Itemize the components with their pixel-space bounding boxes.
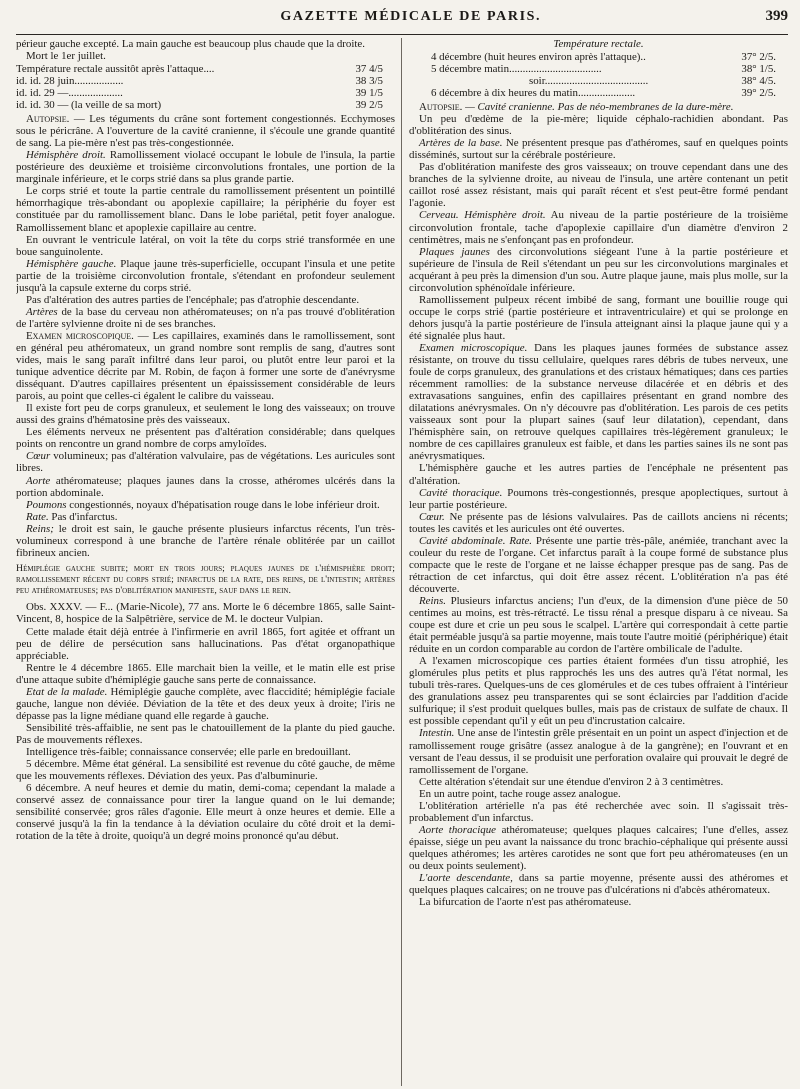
table-row (16, 63, 395, 75)
paragraph (409, 824, 788, 872)
section-label: Cœur. (419, 510, 445, 523)
paragraph (409, 487, 788, 511)
paragraph-text: — Les téguments du crâne sont fortement congestionnés. Ecchymoses sous le péricrâne. A l'ouverture de la cavité cranienne, il s'écoule une grande quantité de sang. La pie-mère n'est pas très-congestionnée. (16, 113, 395, 150)
temperature-title: Température rectale. (553, 38, 644, 50)
temp-value: 37° 2/5. (741, 51, 776, 64)
paragraph-text: Poumons très-congestionnés, presque apoplectiques, surtout à leur partie postérieure. (409, 486, 788, 511)
temp-value: 38° 4/5. (741, 75, 776, 88)
paragraph-text: dans sa partie moyenne, présente aussi des athéromes et quelques plaques calcaires; on ne trouve pas d'ulcérations ni d'abcès athéromateux. (409, 872, 788, 897)
paragraph: Le corps strié et toute la partie centrale du ramollissement présentent un pointillé hémorrhagique très-abondant ou apoplexie capillaire; la périphérie du foyer est constituée par du ramollissement blanc. Dans le lobe pariétal, petit foyer analogue. Ramollissement blanc et apoplexie capillaire au centre. (16, 185, 395, 234)
table-row (16, 99, 395, 111)
section-label: Reins; (26, 522, 54, 535)
table-row (409, 63, 788, 75)
paragraph: Sensibilité très-affaiblie, ne sent pas le chatouillement de la plante du pied gauche. Pas de mouvements réflexes. (16, 721, 395, 746)
paragraph (409, 535, 788, 595)
temp-value: 39 2/5 (355, 99, 383, 112)
paragraph-text: des circonvolutions siégeant l'une à la partie postérieure et supérieure de l'insula de Reil s'étendant un peu sur les circonvolutions marginales et acquérant à peu près la dimension d'un sou. Autre plaque jaune, mais plus molle, sur la circonvolution sphénoïdale inférieure. (409, 245, 788, 294)
section-label: Aorte (26, 474, 51, 487)
table-row (409, 51, 788, 63)
paragraph (409, 101, 788, 113)
paragraph-text: Hémiplégie gauche complète, avec flaccidité; hémiplégie faciale gauche, langue non déviée. Déviation de la tête et des deux yeux à droite; l'iris ne dépasse pas la ligne médiane quand elle regarde à gauche. (16, 685, 395, 722)
page-header (16, 8, 788, 35)
section-label: Cœur (26, 450, 51, 463)
temp-label: id. id. 30 — (la veille de sa mort) (16, 99, 162, 112)
section-label: Autopsie. (26, 113, 70, 126)
paragraph: 6 décembre. A neuf heures et demie du matin, demi-coma; cependant la malade a conservé assez de connaissance pour tirer la langue quand on le lui demande; sensibilité conservée; gros râles d'agonie. Elle meurt à onze heures et demie. Elle a conservé jusqu'à la fin la tendance à la déviation oculaire du côté droit et la demi-rotation de la tête à droite, quoiqu'à un degré moins prononcé qu'au début. (16, 782, 395, 843)
paragraph: L'hémisphère gauche et les autres parties de l'encéphale ne présentent pas d'altération. (409, 462, 788, 487)
section-label: Autopsie. (419, 101, 463, 114)
journal-title: GAZETTE MÉDICALE DE PARIS. (280, 9, 542, 24)
table-row (16, 87, 395, 99)
paragraph: Pas d'oblitération manifeste des gros vaisseaux; on trouve cependant dans une des branches de la sylvienne droite, au niveau de l'insula, une artère contenant un petit caillot rosé assez résistant, mais qui paraît récent et s'est peut-être formé pendant l'agonie. (409, 161, 788, 210)
section-label: Etat de la malade. (26, 685, 108, 698)
paragraph (409, 209, 788, 245)
section-label: Cavité thoracique. (419, 486, 503, 499)
temp-label: id. id. 28 juin.................. (16, 75, 124, 88)
section-label: Examen microscopique. (419, 341, 528, 354)
paragraph (16, 450, 395, 474)
temp-label: Température rectale aussitôt après l'attaque.... (16, 63, 215, 76)
paragraph (409, 511, 788, 535)
paragraph-text: Au niveau de la partie postérieure de la troisième circonvolution frontale, tache d'apoplexie capillaire d'un diamètre d'environ 2 centimètres, mais ne s'enfonçant pas en profondeur. (409, 209, 788, 246)
paragraph-text: athéromateuse; quelques plaques calcaires; l'une d'elles, assez épaisse, siége un peu avant la naissance du tronc brachio-céphalique qui présente aussi quelques athéromes; les artères carotides ne sont que fort peu athéromateuses (en un ou deux points seulement). (409, 823, 788, 872)
table-row (16, 75, 395, 87)
observation-summary: Hémiplégie gauche subite; mort en trois jours; plaques jaunes de l'hémisphère droit; ramollissement récent du corps strié; infarctus de la rate, des reins, de l'intestin; artères peu athéromateuses; pas d'oblitération manifeste, sauf dans le rein. (16, 562, 395, 597)
paragraph-text: le droit est sain, le gauche présente plusieurs infarctus récents, l'un très-volumineux correspond à une branche de l'artère rénale oblitérée par un caillot fibrineux ancien. (16, 522, 395, 559)
paragraph: 5 décembre. Même état général. La sensibilité est revenue du côté gauche, de même que les mouvements réflexes. Déviation des yeux. Pas d'albuminurie. (16, 758, 395, 783)
temperature-table (16, 63, 395, 111)
paragraph-text: athéromateuse; plaques jaunes dans la crosse, athéromes ulcérés dans la portion abdominale. (16, 474, 395, 499)
paragraph: Ramollissement pulpeux récent imbibé de sang, formant une bouillie rouge qui occupe le corps strié (partie postérieure et intraventriculaire) et qui se prolonge en dehors jusqu'à la partie postérieure de l'insula atteignant ainsi la plaque jaune qui y a été signalée plus haut. (409, 293, 788, 342)
paragraph: Il existe fort peu de corps granuleux, et seulement le long des vaisseaux; on trouve aussi des grains d'hématosine près des vaisseaux. (16, 402, 395, 427)
paragraph-text: Ne présentent presque pas d'athéromes, sauf en quelques points disséminés, surtout sur la cérébrale postérieure. (409, 137, 788, 162)
section-label: Aorte thoracique (419, 823, 496, 836)
temp-label: id. id. 29 —.................... (16, 87, 123, 100)
paragraph: périeur gauche excepté. La main gauche est beaucoup plus chaude que la droite. (16, 38, 365, 50)
observation-heading: Obs. XXXV. — F... (Marie-Nicole), 77 ans. Morte le 6 décembre 1865, salle Saint-Vincent, 8, hospice de la Salpêtrière, service de M. le docteur Vulpian. (16, 601, 395, 626)
temp-value: 38 3/5 (355, 75, 383, 88)
paragraph (409, 727, 788, 775)
paragraph-text: Dans les plaques jaunes formées de substance assez résistante, on trouve du tissu cellulaire, quelques rares débris de tubes nerveux, une foule de corps granuleux, des granulations et des cristaux hématiques; dans ces parties récemment ramollies: de la substance nerveuse dilacérée et en débris et des extravasations sanguines, enfin des capillaires présentant en grand nombre des dilatations anévrysmales. On n'y découvre pas d'oblitération. Les parois de ces petits vaisseaux sont pour la plupart saines (sauf leur dilatation), cependant, dans l'hémisphère sain, on retrouve quelques capillaires très-légèrement granuleux; le nombre de ces capillaires granuleux est faible, et dans les parties saines ils ne sont pas anévrysmatiques. (409, 341, 788, 463)
temp-label: 6 décembre à dix heures du matin..................... (431, 87, 636, 100)
temp-value: 37 4/5 (355, 63, 383, 76)
paragraph (409, 342, 788, 462)
paragraph (16, 475, 395, 499)
paragraph (409, 137, 788, 161)
page-number: 399 (765, 8, 788, 24)
paragraph (409, 872, 788, 896)
paragraph: La bifurcation de l'aorte n'est pas athéromateuse. (419, 896, 632, 909)
paragraph-text: — Cavité cranienne. Pas de néo-membranes de la dure-mère. (462, 101, 734, 114)
paragraph: Les éléments nerveux ne présentent pas d'altération considérable; dans quelques points on rencontre un grand nombre de corps amyloïdes. (16, 426, 395, 451)
section-label: Hémisphère droit. (26, 149, 106, 162)
paragraph-text: Plaque jaune très-superficielle, occupant l'insula et une petite partie de la troisième circonvolution frontale, s'étendant en profondeur seulement jusqu'à la capsule externe du corps strié. (16, 257, 395, 294)
paragraph (16, 149, 395, 185)
paragraph-text: Une anse de l'intestin grêle présentait en un point un aspect d'injection et de ramollissement rouge grisâtre (assez analogue à de la gangrène); en l'ouvrant et en versant de l'eau dessus, il se produisit une perforation ovalaire qui prouvait le degré de ramollissement de l'organe. (409, 727, 788, 776)
section-label: Artères (26, 305, 58, 318)
table-row (409, 87, 788, 99)
paragraph (16, 113, 395, 149)
paragraph-text: Ne présente pas de lésions valvulaires. Pas de caillots anciens ni récents; toutes les cavités et les auricules ont été ouvertes. (409, 510, 788, 535)
paragraph (16, 330, 395, 402)
paragraph-text: — Les capillaires, examinés dans le ramollissement, sont en général peu athéromateux, un grand nombre sont remplis de sang, d'autres sont vides, mais le sang paraît infiltré dans leur paroi, ou plutôt entre leur paroi et la tunique adventice décrite par M. Robin, de façon à former une sorte de d'anévrysme disséquant. D'autres capillaires présentent un épaississement considérable de leurs parois, au point que celles-ci égalent le calibre du vaisseau. (16, 329, 395, 403)
section-label: Hémisphère gauche. (26, 257, 117, 270)
paragraph-text: congestionnés, noyaux d'hépatisation rouge dans le lobe inférieur droit. (66, 498, 380, 511)
columns (16, 38, 788, 1086)
section-label: Poumons (26, 498, 67, 511)
paragraph: Mort le 1er juillet. (26, 50, 106, 63)
section-label: Reins. (419, 594, 446, 607)
table-row (409, 75, 788, 87)
paragraph: L'oblitération artérielle n'a pas été recherchée avec soin. Il s'agissait très-probablement d'un infarctus. (409, 799, 788, 824)
paragraph: A l'examen microscopique ces parties étaient formées d'un tissu atrophié, les glomérules plus petits et plus rapprochés les uns des autres qu'à l'état normal, les tubuli très-rares. Quelques-uns de ces glomérules et de ces tubes offraient à l'intérieur des granulations assez peu transparentes qui se sont éclaircies par l'addition d'acide sulfurique; il s'est produit quelques bulles, mais pas de cristaux de sulfate de chaux. Il est possible cependant qu'il y eût un peu d'incrustation calcaire. (409, 655, 788, 728)
section-label: Cavité abdominale. Rate. (419, 534, 533, 547)
paragraph (16, 511, 395, 523)
paragraph: Un peu d'œdème de la pie-mère; liquide céphalo-rachidien abondant. Pas d'oblitération des sinus. (409, 113, 788, 138)
temp-value: 39 1/5 (355, 87, 383, 100)
paragraph-text: Présente une partie très-pâle, anémiée, tranchant avec la couleur du reste de l'organe. Cet infarctus paraît à la coupe formé de substance plus compacte que le reste de l'organe et ne laisse échapper presque pas de sang. Pas de rétraction de cet infarctus, qui doit être assez récent. L'oblitération n'a pas été découverte. (409, 534, 788, 595)
section-label: Examen microscopique. (26, 329, 134, 342)
paragraph-text: Plusieurs infarctus anciens; l'un d'eux, de la dimension d'une pièce de 50 centimes au moins, est très-rétracté. Le tissu rénal a presque disparu à ce niveau. Sa coupe est dure et crie un peu sous le scalpel. L'artère qui correspondait à cette partie était perméable jusqu'à sa partie moyenne, mais toute l'autre moitié (périphérique) était réduite en un cordon comparable au cordon de l'artère ombilicale de l'adulte. (409, 594, 788, 656)
paragraph-text: volumineux; pas d'altération valvulaire, pas de végétations. Les auricules sont libres. (16, 450, 395, 475)
paragraph: Intelligence très-faible; connaissance conservée; elle parle en bredouillant. (26, 746, 351, 758)
paragraph-text: de la base du cerveau non athéromateuses; on n'a pas trouvé d'oblitération de l'artère sylvienne droite ni de ses branches. (16, 305, 395, 330)
paragraph: Pas d'altération des autres parties de l'encéphale; pas d'atrophie descendante. (26, 293, 360, 306)
paragraph (409, 595, 788, 655)
section-label: Artères de la base. (419, 137, 503, 150)
right-column (402, 38, 788, 1086)
temp-value: 38° 1/5. (741, 63, 776, 76)
section-label: Plaques jaunes (419, 245, 490, 258)
paragraph: En un autre point, tache rouge assez analogue. (419, 787, 621, 800)
temp-label: soir...................................... (529, 75, 649, 88)
temperature-table (409, 51, 788, 99)
paragraph-text: Ramollissement violacé occupant le lobule de l'insula, la partie postérieure des deuxième et troisième circonvolutions frontales, une portion de la marginale inférieure, et le corps strié dans sa plus grande partie. (16, 149, 395, 186)
paragraph: Cette altération s'étendait sur une étendue d'environ 2 à 3 centimètres. (419, 775, 724, 788)
temp-label: 4 décembre (huit heures environ après l'attaque).. (431, 51, 646, 64)
section-label: L'aorte descendante, (419, 872, 513, 885)
paragraph (409, 246, 788, 294)
paragraph: Rentre le 4 décembre 1865. Elle marchait bien la veille, et le matin elle est prise d'une attaque subite d'hémiplégie gauche sans perte de connaissance. (16, 661, 395, 686)
section-label: Cerveau. Hémisphère droit. (419, 209, 546, 222)
paragraph: En ouvrant le ventricule latéral, on voit la tête du corps strié transformée en une boue sanguinolente. (16, 233, 395, 258)
section-label: Intestin. (419, 727, 455, 740)
paragraph (16, 306, 395, 330)
paragraph (16, 499, 395, 511)
paragraph (16, 258, 395, 294)
paragraph: Cette malade était déjà entrée à l'infirmerie en avril 1865, fort agitée et offrant un peu de délire de persécution sans hallucinations. Pas d'état organopathique appréciable. (16, 625, 395, 662)
temp-label: 5 décembre matin.................................. (431, 63, 602, 76)
left-column (16, 38, 402, 1086)
paragraph (16, 523, 395, 559)
paragraph (16, 686, 395, 722)
temp-value: 39° 2/5. (741, 87, 776, 100)
paragraph-text: Pas d'infarctus. (48, 510, 118, 523)
section-label: Rate. (26, 510, 49, 523)
